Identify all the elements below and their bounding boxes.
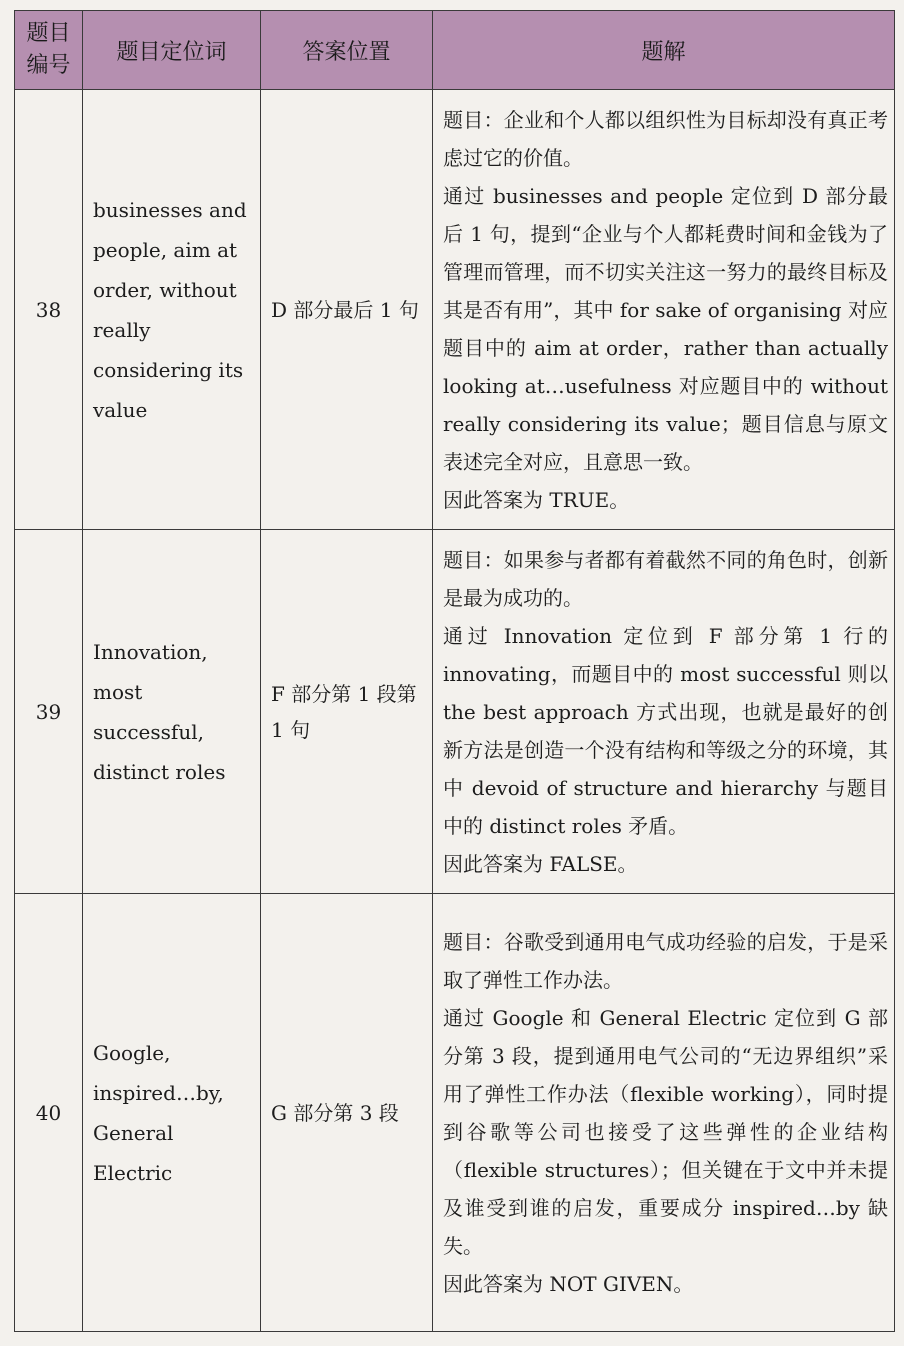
solution-answer: 因此答案为 NOT GIVEN。 (443, 1271, 694, 1296)
header-solution: 题解 (433, 11, 895, 90)
header-keywords: 题目定位词 (83, 11, 261, 90)
solution (433, 530, 895, 894)
solution-question: 题目：企业和个人都以组织性为目标却没有真正考虑过它的价值。 (443, 107, 888, 170)
question-number: 39 (15, 530, 83, 894)
header-number-line2: 编号 (26, 53, 71, 78)
solution-analysis: 通过 Google 和 General Electric 定位到 G 部分第 3 段，提到通用电气公司的“无边界组织”采用了弹性工作办法（flexible working），同时提到谷歌等公司也接受了这些弹性的企业结构（flexible structures）；但关键在于文中并未提及谁受到谁的启发，重要成分 inspired…by 缺失。 (443, 1005, 888, 1258)
question-keywords: businesses and people, aim at order, without really considering its value (83, 90, 261, 530)
table-row (15, 90, 895, 530)
table-header-row (15, 11, 895, 90)
solution-question: 题目：谷歌受到通用电气成功经验的启发，于是采取了弹性工作办法。 (443, 929, 888, 992)
question-keywords: Google, inspired…by, General Electric (83, 894, 261, 1332)
question-number: 38 (15, 90, 83, 530)
table-row (15, 894, 895, 1332)
solution (433, 90, 895, 530)
header-answer-position: 答案位置 (261, 11, 433, 90)
header-number (15, 11, 83, 90)
question-keywords: Innovation, most successful, distinct roles (83, 530, 261, 894)
answer-table (14, 10, 895, 1332)
solution (433, 894, 895, 1332)
solution-analysis: 通过 Innovation 定位到 F 部分第 1 行的 innovating，而题目中的 most successful 则以 the best approach 方式出现，也就是最好的创新方法是创造一个没有结构和等级之分的环境，其中 devoid of structure and hierarchy 与题目中的 distinct roles 矛盾。 (443, 623, 888, 838)
solution-question: 题目：如果参与者都有着截然不同的角色时，创新是最为成功的。 (443, 547, 888, 610)
answer-position: D 部分最后 1 句 (261, 90, 433, 530)
solution-answer: 因此答案为 FALSE。 (443, 851, 638, 876)
answer-position: G 部分第 3 段 (261, 894, 433, 1332)
solution-analysis: 通过 businesses and people 定位到 D 部分最后 1 句，提到“企业与个人都耗费时间和金钱为了管理而管理，而不切实关注这一努力的最终目标及其是否有用”，其中 for sake of organising 对应题目中的 aim at order，rather than actually looking at…usefulness 对应题目中的 without really considering its value；题目信息与原文表述完全对应，且意思一致。 (443, 183, 888, 474)
header-number-line1: 题目 (26, 21, 71, 46)
answer-position: F 部分第 1 段第 1 句 (261, 530, 433, 894)
solution-answer: 因此答案为 TRUE。 (443, 487, 630, 512)
question-number: 40 (15, 894, 83, 1332)
table-row (15, 530, 895, 894)
